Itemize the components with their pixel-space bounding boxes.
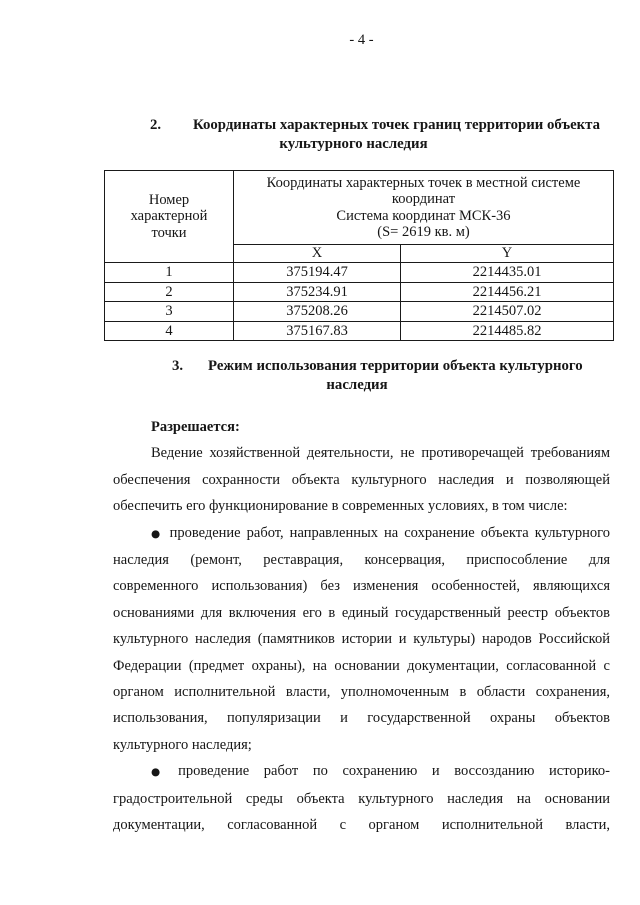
paragraph-line: современного использования) без изменения особенностей, являющихся	[113, 578, 610, 595]
header-line: (S= 2619 кв. м)	[377, 224, 470, 240]
table-cell-y: 2214456.21	[401, 282, 614, 302]
table-cell-x: 375208.26	[234, 302, 401, 322]
header-line: координат	[391, 191, 456, 207]
paragraph-line: культурного наследия;	[113, 736, 252, 753]
paragraph-line	[113, 520, 610, 547]
section-3-title-line: наследия	[326, 377, 388, 393]
table-cell-point: 1	[105, 263, 234, 283]
paragraph-line: использования, популяризации и государственной охраны объектов	[113, 710, 610, 727]
table-header-point-number	[105, 171, 234, 263]
paragraph-line: документации, согласованной с органом исполнительной власти,	[113, 817, 610, 834]
section-2-title-line: Координаты характерных точек границ территории объекта	[193, 117, 601, 133]
table-cell-x: 375167.83	[234, 321, 401, 341]
coordinates-table	[104, 170, 614, 341]
paragraph-line: обеспечения сохранности объекта культурного наследия и позволяющей	[113, 471, 610, 488]
table-cell-point: 2	[105, 282, 234, 302]
header-line: характерной	[130, 208, 208, 225]
bullet-item	[113, 520, 610, 759]
paragraph-line: наследия (ремонт, реставрация, консервация, приспособление для	[113, 552, 610, 569]
section-3-title-line: Режим использования территории объекта культурного	[208, 358, 583, 374]
table-row	[105, 321, 614, 341]
table-cell-y: 2214435.01	[401, 263, 614, 283]
section-2-title-line: культурного наследия	[279, 136, 428, 152]
table-header-x: X	[234, 245, 401, 263]
page-number: - 4 -	[349, 32, 374, 48]
section-3-number: 3.	[172, 358, 184, 374]
paragraph-line	[113, 758, 610, 785]
bullet-icon: ●	[151, 766, 172, 779]
table-cell-point: 3	[105, 302, 234, 322]
section-2-number: 2.	[150, 117, 162, 133]
table-row	[105, 263, 614, 283]
paragraph-line: Ведение хозяйственной деятельности, не противоречащей требованиям	[151, 445, 610, 462]
paragraph-line: обеспечить его функционирование в современных условиях, в том числе:	[113, 498, 568, 515]
paragraph-line: органом исполнительной власти, уполномоченным в области сохранения,	[113, 684, 610, 701]
paragraph-line: основаниями для включения его в единый государственный реестр объектов	[113, 604, 610, 621]
header-line: точки	[151, 224, 187, 241]
table-cell-y: 2214507.02	[401, 302, 614, 322]
table-row	[105, 302, 614, 322]
body-text	[113, 414, 610, 839]
paragraph-line: культурного наследия (памятников истории и культуры) народов Российской	[113, 631, 610, 648]
table-header-row	[105, 171, 614, 245]
table-cell-point: 4	[105, 321, 234, 341]
table-cell-x: 375234.91	[234, 282, 401, 302]
paragraph-line: градостроительной среды объекта культурного наследия на основании	[113, 790, 610, 807]
paragraph-line: Федерации (предмет охраны), на основании документации, согласованной с	[113, 657, 610, 674]
table-cell-y: 2214485.82	[401, 321, 614, 341]
header-line: Координаты характерных точек в местной системе	[266, 174, 581, 191]
bullet-item	[113, 758, 610, 838]
table-row	[105, 282, 614, 302]
bullet-icon: ●	[151, 527, 163, 540]
table-header-y: Y	[401, 245, 614, 263]
table-cell-x: 375194.47	[234, 263, 401, 283]
bullet-text: проведение работ, направленных на сохранение объекта культурного	[169, 524, 610, 541]
intro-paragraph	[113, 440, 610, 519]
allowed-label: Разрешается:	[151, 419, 240, 435]
header-line: Система координат МСК-36	[336, 207, 511, 224]
table-header-coordinates	[234, 171, 614, 245]
header-line: Номер	[148, 191, 190, 208]
bullet-text: проведение работ по сохранению и воссозданию историко-	[178, 763, 610, 780]
